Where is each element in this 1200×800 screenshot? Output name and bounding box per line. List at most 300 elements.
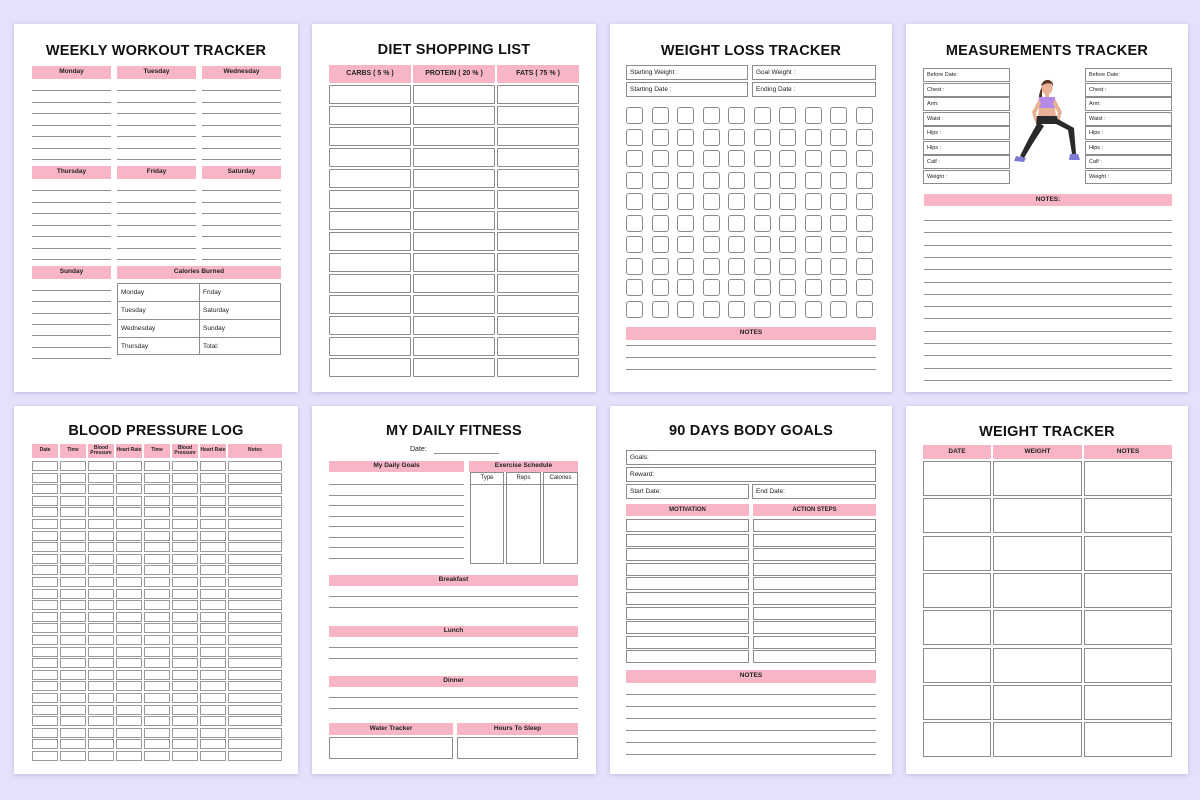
exercise-col-box[interactable] [506,472,541,564]
bp-cell[interactable] [32,554,58,564]
weight-checkbox[interactable] [830,150,847,167]
write-line[interactable] [117,236,196,237]
weight-checkbox[interactable] [626,301,643,318]
bp-cell[interactable] [144,693,170,703]
bp-cell[interactable] [32,693,58,703]
write-line[interactable] [32,225,111,226]
weight-checkbox[interactable] [677,258,694,275]
shopping-item-cell[interactable] [329,190,411,209]
weight-checkbox[interactable] [856,129,873,146]
bp-cell[interactable] [88,519,114,529]
weight-checkbox[interactable] [677,107,694,124]
bp-cell[interactable] [88,716,114,726]
weight-checkbox[interactable] [830,129,847,146]
bp-cell[interactable] [144,635,170,645]
weight-checkbox[interactable] [703,193,720,210]
write-line[interactable] [924,269,1172,270]
write-line[interactable] [924,343,1172,344]
bp-cell[interactable] [60,496,86,506]
bp-cell[interactable] [228,728,282,738]
hours-to-sleep-box[interactable] [457,737,578,759]
bp-cell[interactable] [172,565,198,575]
bp-cell[interactable] [200,728,226,738]
exercise-col-box[interactable] [543,472,578,564]
bp-cell[interactable] [144,728,170,738]
weight-checkbox[interactable] [652,107,669,124]
write-line[interactable] [32,159,111,160]
bp-cell[interactable] [200,565,226,575]
bp-cell[interactable] [116,554,142,564]
shopping-item-cell[interactable] [497,316,579,335]
weight-checkbox[interactable] [652,129,669,146]
bp-cell[interactable] [144,716,170,726]
weight-checkbox[interactable] [754,215,771,232]
bp-cell[interactable] [116,531,142,541]
bp-cell[interactable] [172,612,198,622]
goals-field[interactable] [626,450,876,465]
write-line[interactable] [32,148,111,149]
weight-checkbox[interactable] [779,258,796,275]
shopping-item-cell[interactable] [497,190,579,209]
bp-cell[interactable] [32,600,58,610]
bp-cell[interactable] [88,496,114,506]
weight-checkbox[interactable] [728,301,745,318]
write-line[interactable] [202,248,281,249]
bp-cell[interactable] [172,751,198,761]
bp-cell[interactable] [60,542,86,552]
weight-checkbox[interactable] [754,301,771,318]
action-step-row[interactable] [753,650,876,663]
bp-cell[interactable] [88,751,114,761]
weight-checkbox[interactable] [754,172,771,189]
bp-cell[interactable] [172,542,198,552]
bp-cell[interactable] [60,565,86,575]
bp-cell[interactable] [116,612,142,622]
write-line[interactable] [117,259,196,260]
weight-cell[interactable] [923,685,991,720]
bp-cell[interactable] [88,484,114,494]
write-line[interactable] [202,102,281,103]
bp-cell[interactable] [116,751,142,761]
weight-checkbox[interactable] [703,258,720,275]
bp-cell[interactable] [200,542,226,552]
weight-checkbox[interactable] [728,129,745,146]
weight-checkbox[interactable] [703,150,720,167]
bp-cell[interactable] [144,496,170,506]
weight-checkbox[interactable] [626,279,643,296]
bp-cell[interactable] [200,705,226,715]
shopping-item-cell[interactable] [413,232,495,251]
weight-checkbox[interactable] [779,172,796,189]
bp-cell[interactable] [228,658,282,668]
weight-checkbox[interactable] [856,172,873,189]
bp-cell[interactable] [32,461,58,471]
weight-cell[interactable] [923,573,991,608]
write-line[interactable] [329,495,464,496]
write-line[interactable] [32,335,111,336]
shopping-item-cell[interactable] [329,316,411,335]
bp-cell[interactable] [200,496,226,506]
bp-cell[interactable] [172,507,198,517]
weight-cell[interactable] [923,648,991,683]
bp-cell[interactable] [228,577,282,587]
write-line[interactable] [32,301,111,302]
weight-cell[interactable] [923,461,991,496]
bp-cell[interactable] [172,577,198,587]
weight-checkbox[interactable] [677,150,694,167]
action-step-row[interactable] [753,607,876,620]
bp-cell[interactable] [60,623,86,633]
weight-checkbox[interactable] [779,279,796,296]
bp-cell[interactable] [200,751,226,761]
bp-cell[interactable] [32,496,58,506]
weight-checkbox[interactable] [728,172,745,189]
bp-cell[interactable] [60,519,86,529]
weight-checkbox[interactable] [830,193,847,210]
write-line[interactable] [202,202,281,203]
bp-cell[interactable] [32,716,58,726]
write-line[interactable] [924,294,1172,295]
bp-cell[interactable] [116,484,142,494]
bp-cell[interactable] [60,507,86,517]
bp-cell[interactable] [60,693,86,703]
bp-cell[interactable] [60,728,86,738]
shopping-item-cell[interactable] [413,316,495,335]
weight-checkbox[interactable] [703,215,720,232]
bp-cell[interactable] [144,507,170,517]
bp-cell[interactable] [228,716,282,726]
bp-cell[interactable] [172,519,198,529]
bp-cell[interactable] [32,484,58,494]
write-line[interactable] [117,125,196,126]
write-line[interactable] [117,159,196,160]
bp-cell[interactable] [172,600,198,610]
bp-cell[interactable] [172,473,198,483]
action-step-row[interactable] [753,636,876,649]
bp-cell[interactable] [228,635,282,645]
shopping-item-cell[interactable] [497,358,579,377]
bp-cell[interactable] [116,461,142,471]
bp-cell[interactable] [88,531,114,541]
weight-checkbox[interactable] [677,129,694,146]
weight-checkbox[interactable] [856,279,873,296]
bp-cell[interactable] [228,600,282,610]
bp-cell[interactable] [144,589,170,599]
bp-cell[interactable] [144,600,170,610]
bp-cell[interactable] [60,705,86,715]
bp-cell[interactable] [200,554,226,564]
motivation-row[interactable] [626,592,749,605]
bp-cell[interactable] [116,647,142,657]
shopping-item-cell[interactable] [329,127,411,146]
bp-cell[interactable] [228,461,282,471]
weight-cell[interactable] [1084,536,1172,571]
bp-cell[interactable] [200,670,226,680]
write-line[interactable] [32,313,111,314]
weight-cell[interactable] [993,573,1082,608]
bp-cell[interactable] [228,473,282,483]
bp-cell[interactable] [116,473,142,483]
write-line[interactable] [32,125,111,126]
bp-cell[interactable] [144,658,170,668]
shopping-item-cell[interactable] [497,274,579,293]
write-line[interactable] [924,380,1172,381]
write-line[interactable] [32,290,111,291]
bp-cell[interactable] [200,739,226,749]
write-line[interactable] [329,484,464,485]
bp-cell[interactable] [88,670,114,680]
weight-checkbox[interactable] [652,301,669,318]
write-line[interactable] [924,220,1172,221]
weight-checkbox[interactable] [779,107,796,124]
bp-cell[interactable] [88,507,114,517]
bp-cell[interactable] [116,705,142,715]
write-line[interactable] [117,225,196,226]
bp-cell[interactable] [200,693,226,703]
weight-checkbox[interactable] [779,236,796,253]
weight-cell[interactable] [993,648,1082,683]
water-tracker-box[interactable] [329,737,453,759]
shopping-item-cell[interactable] [413,127,495,146]
bp-cell[interactable] [116,600,142,610]
bp-cell[interactable] [116,693,142,703]
shopping-item-cell[interactable] [497,127,579,146]
bp-cell[interactable] [60,751,86,761]
shopping-item-cell[interactable] [329,274,411,293]
motivation-row[interactable] [626,621,749,634]
weight-checkbox[interactable] [703,172,720,189]
shopping-item-cell[interactable] [413,106,495,125]
write-line[interactable] [202,148,281,149]
bp-cell[interactable] [228,542,282,552]
bp-cell[interactable] [116,577,142,587]
weight-checkbox[interactable] [856,215,873,232]
bp-cell[interactable] [228,751,282,761]
weight-checkbox[interactable] [805,215,822,232]
bp-cell[interactable] [144,681,170,691]
weight-checkbox[interactable] [728,236,745,253]
shopping-item-cell[interactable] [497,106,579,125]
bp-cell[interactable] [200,623,226,633]
weight-checkbox[interactable] [728,193,745,210]
weight-checkbox[interactable] [703,236,720,253]
write-line[interactable] [626,706,876,707]
bp-cell[interactable] [88,461,114,471]
weight-checkbox[interactable] [805,193,822,210]
bp-cell[interactable] [172,670,198,680]
write-line[interactable] [117,102,196,103]
bp-cell[interactable] [116,565,142,575]
bp-cell[interactable] [116,739,142,749]
write-line[interactable] [329,658,578,659]
bp-cell[interactable] [172,647,198,657]
bp-cell[interactable] [32,589,58,599]
bp-cell[interactable] [60,681,86,691]
bp-cell[interactable] [200,635,226,645]
bp-cell[interactable] [60,739,86,749]
bp-cell[interactable] [32,670,58,680]
bp-cell[interactable] [172,658,198,668]
write-line[interactable] [202,213,281,214]
bp-cell[interactable] [88,681,114,691]
shopping-item-cell[interactable] [497,85,579,104]
write-line[interactable] [329,537,464,538]
shopping-item-cell[interactable] [413,169,495,188]
weight-cell[interactable] [1084,498,1172,533]
bp-cell[interactable] [144,554,170,564]
write-line[interactable] [202,259,281,260]
write-line[interactable] [32,190,111,191]
bp-cell[interactable] [32,728,58,738]
bp-cell[interactable] [88,577,114,587]
bp-cell[interactable] [172,484,198,494]
motivation-row[interactable] [626,548,749,561]
motivation-row[interactable] [626,563,749,576]
bp-cell[interactable] [88,565,114,575]
bp-cell[interactable] [144,565,170,575]
weight-checkbox[interactable] [805,301,822,318]
write-line[interactable] [32,113,111,114]
action-step-row[interactable] [753,519,876,532]
weight-checkbox[interactable] [677,193,694,210]
bp-cell[interactable] [172,554,198,564]
weight-checkbox[interactable] [830,236,847,253]
bp-cell[interactable] [116,519,142,529]
write-line[interactable] [202,225,281,226]
bp-cell[interactable] [116,496,142,506]
bp-cell[interactable] [144,473,170,483]
shopping-item-cell[interactable] [329,232,411,251]
bp-cell[interactable] [88,473,114,483]
write-line[interactable] [117,248,196,249]
write-line[interactable] [32,236,111,237]
bp-cell[interactable] [200,589,226,599]
shopping-item-cell[interactable] [413,274,495,293]
write-line[interactable] [329,547,464,548]
weight-cell[interactable] [923,536,991,571]
bp-cell[interactable] [32,531,58,541]
bp-cell[interactable] [228,507,282,517]
bp-cell[interactable] [200,716,226,726]
weight-checkbox[interactable] [626,258,643,275]
bp-cell[interactable] [32,751,58,761]
shopping-item-cell[interactable] [413,337,495,356]
bp-cell[interactable] [32,577,58,587]
weight-cell[interactable] [1084,573,1172,608]
weight-checkbox[interactable] [779,301,796,318]
bp-cell[interactable] [172,681,198,691]
write-line[interactable] [329,558,464,559]
bp-cell[interactable] [88,542,114,552]
bp-cell[interactable] [228,647,282,657]
write-line[interactable] [202,113,281,114]
bp-cell[interactable] [228,705,282,715]
weight-checkbox[interactable] [805,236,822,253]
weight-checkbox[interactable] [830,279,847,296]
write-line[interactable] [924,306,1172,307]
weight-cell[interactable] [1084,722,1172,757]
bp-cell[interactable] [88,705,114,715]
weight-cell[interactable] [993,722,1082,757]
shopping-item-cell[interactable] [413,85,495,104]
write-line[interactable] [117,136,196,137]
write-line[interactable] [202,159,281,160]
shopping-item-cell[interactable] [413,253,495,272]
bp-cell[interactable] [116,623,142,633]
write-line[interactable] [329,505,464,506]
write-line[interactable] [32,202,111,203]
bp-cell[interactable] [228,623,282,633]
bp-cell[interactable] [88,635,114,645]
weight-checkbox[interactable] [856,193,873,210]
write-line[interactable] [924,355,1172,356]
weight-checkbox[interactable] [728,258,745,275]
write-line[interactable] [32,324,111,325]
bp-cell[interactable] [144,739,170,749]
shopping-item-cell[interactable] [413,358,495,377]
bp-cell[interactable] [228,554,282,564]
bp-cell[interactable] [60,589,86,599]
bp-cell[interactable] [144,484,170,494]
weight-checkbox[interactable] [830,215,847,232]
weight-checkbox[interactable] [728,150,745,167]
write-line[interactable] [202,236,281,237]
weight-cell[interactable] [1084,648,1172,683]
bp-cell[interactable] [144,670,170,680]
write-line[interactable] [202,136,281,137]
bp-cell[interactable] [60,484,86,494]
weight-checkbox[interactable] [728,279,745,296]
action-step-row[interactable] [753,534,876,547]
weight-checkbox[interactable] [856,107,873,124]
weight-cell[interactable] [1084,461,1172,496]
bp-cell[interactable] [144,542,170,552]
weight-checkbox[interactable] [703,107,720,124]
write-line[interactable] [32,358,111,359]
write-line[interactable] [202,125,281,126]
write-line[interactable] [626,742,876,743]
weight-checkbox[interactable] [652,258,669,275]
motivation-row[interactable] [626,519,749,532]
bp-cell[interactable] [60,461,86,471]
write-line[interactable] [329,647,578,648]
weight-checkbox[interactable] [652,193,669,210]
write-line[interactable] [626,357,876,358]
weight-checkbox[interactable] [779,129,796,146]
weight-checkbox[interactable] [805,258,822,275]
write-line[interactable] [117,202,196,203]
write-line[interactable] [117,90,196,91]
weight-checkbox[interactable] [626,172,643,189]
write-line[interactable] [32,213,111,214]
bp-cell[interactable] [200,647,226,657]
shopping-item-cell[interactable] [413,148,495,167]
write-line[interactable] [32,259,111,260]
motivation-row[interactable] [626,650,749,663]
motivation-row[interactable] [626,636,749,649]
write-line[interactable] [329,607,578,608]
bp-cell[interactable] [116,670,142,680]
bp-cell[interactable] [60,600,86,610]
bp-cell[interactable] [116,681,142,691]
weight-checkbox[interactable] [754,193,771,210]
weight-checkbox[interactable] [703,129,720,146]
bp-cell[interactable] [172,589,198,599]
write-line[interactable] [924,282,1172,283]
bp-cell[interactable] [60,473,86,483]
weight-checkbox[interactable] [703,301,720,318]
bp-cell[interactable] [172,693,198,703]
